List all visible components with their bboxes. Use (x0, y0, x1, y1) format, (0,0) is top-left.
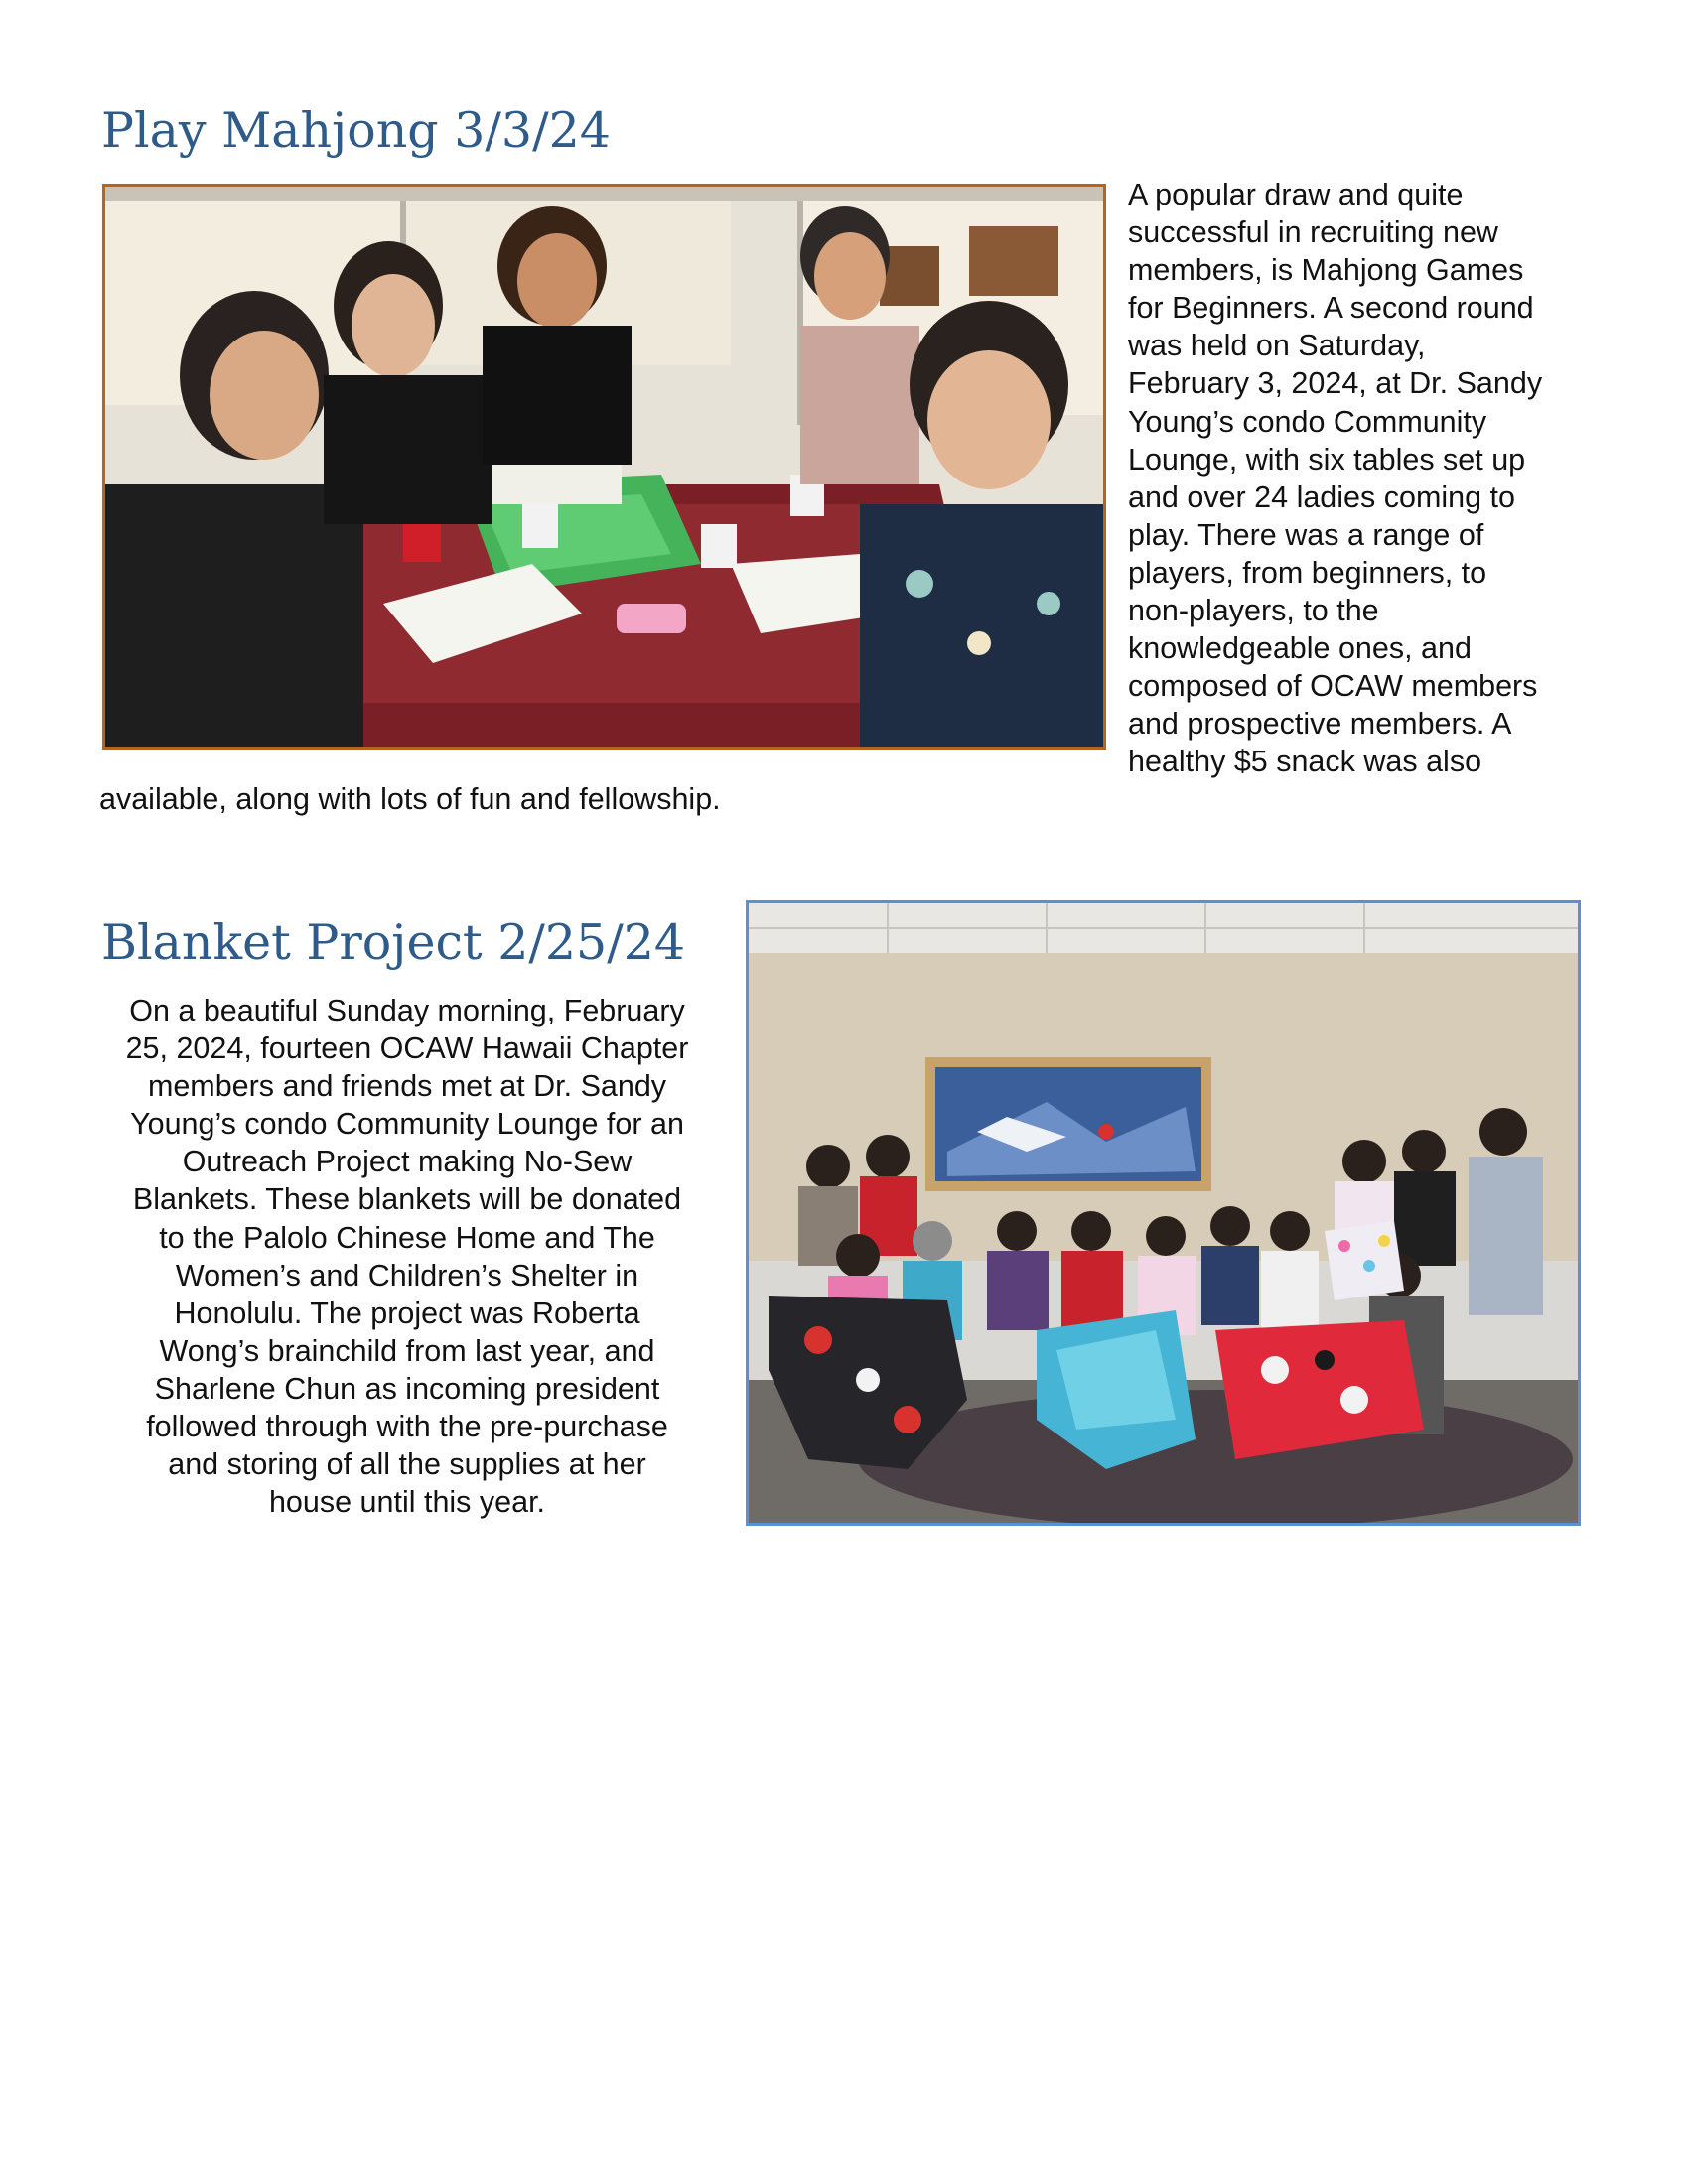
blanket-body-line: Wong’s brainchild from last year, and (159, 1333, 655, 1368)
mahjong-body-line: players, from beginners, to (1128, 555, 1487, 590)
mahjong-body-line: Young’s condo Community (1128, 404, 1487, 439)
blanket-photo (746, 900, 1581, 1526)
blanket-body-line: Honolulu. The project was Roberta (174, 1296, 640, 1330)
mahjong-body-line: play. There was a range of (1128, 517, 1484, 552)
blanket-body-line: Blankets. These blankets will be donated (132, 1182, 682, 1217)
blanket-body-line: Outreach Project making No-Sew (182, 1145, 633, 1179)
blanket-body-line: Sharlene Chun as incoming president (154, 1371, 660, 1406)
mahjong-body-line: composed of OCAW members (1128, 669, 1538, 704)
mahjong-body-line: for Beginners. A second round (1128, 291, 1534, 326)
blanket-body-line: On a beautiful Sunday morning, February (129, 994, 685, 1027)
blanket-body-line: house until this year. (268, 1485, 546, 1520)
blanket-body-line: followed through with the pre-purchase (146, 1410, 668, 1444)
mahjong-body-line: Lounge, with six tables set up (1128, 442, 1526, 477)
blanket-body-line: Young’s condo Community Lounge for an (130, 1107, 684, 1142)
mahjong-body-line: February 3, 2024, at Dr. Sandy (1128, 366, 1543, 401)
mahjong-body-line: and prospective members. A (1128, 707, 1512, 742)
mahjong-body-column (1128, 176, 1684, 781)
mahjong-photo (102, 184, 1106, 750)
mahjong-body-line: members, is Mahjong Games (1128, 253, 1524, 288)
mahjong-body-line: and over 24 ladies coming to (1128, 479, 1515, 514)
blanket-body-line: and storing of all the supplies at her (168, 1447, 646, 1482)
mahjong-body-line: knowledgeable ones, and (1128, 631, 1472, 666)
blanket-body-text (89, 992, 725, 1521)
mahjong-photo-illustration (105, 187, 1103, 747)
mahjong-body-line: A popular draw and quite (1128, 178, 1464, 211)
mahjong-body-line: non-players, to the (1128, 594, 1379, 628)
mahjong-body-line: successful in recruiting new (1128, 215, 1498, 250)
mahjong-body-line: was held on Saturday, (1128, 329, 1426, 363)
blanket-heading: Blanket Project 2/25/24 (101, 914, 686, 971)
mahjong-body-last-line: available, along with lots of fun and fellowship. (99, 782, 721, 816)
blanket-body-line: members and friends met at Dr. Sandy (147, 1069, 667, 1104)
blanket-body-line: 25, 2024, fourteen OCAW Hawaii Chapter (125, 1031, 689, 1066)
mahjong-heading: Play Mahjong 3/3/24 (101, 102, 611, 159)
blanket-body-column (89, 992, 725, 1521)
blanket-body-line: Women’s and Children’s Shelter in (175, 1258, 639, 1293)
blanket-body-line: to the Palolo Chinese Home and The (159, 1220, 655, 1255)
blanket-photo-illustration (749, 903, 1578, 1523)
mahjong-body-text (1128, 176, 1684, 781)
mahjong-body-line: healthy $5 snack was also (1128, 745, 1482, 779)
